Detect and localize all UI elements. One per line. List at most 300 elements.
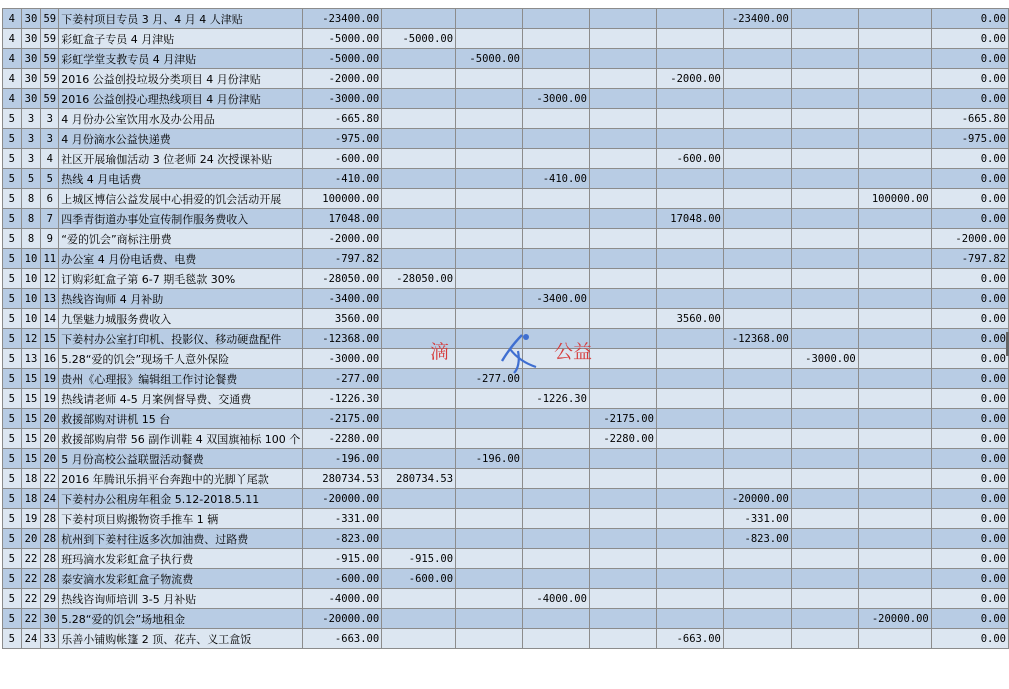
cell-voucher[interactable]: 5: [41, 169, 59, 189]
cell-col-c[interactable]: [523, 489, 590, 509]
cell-balance[interactable]: 0.00: [931, 389, 1008, 409]
cell-col-f[interactable]: [723, 589, 791, 609]
cell-col-c[interactable]: -3000.00: [523, 89, 590, 109]
cell-voucher[interactable]: 59: [41, 29, 59, 49]
cell-col-c[interactable]: [523, 629, 590, 649]
cell-amount[interactable]: -3400.00: [303, 289, 382, 309]
cell-col-c[interactable]: [523, 149, 590, 169]
cell-col-c[interactable]: -410.00: [523, 169, 590, 189]
cell-month[interactable]: 5: [3, 349, 22, 369]
cell-balance[interactable]: 0.00: [931, 489, 1008, 509]
cell-voucher[interactable]: 29: [41, 589, 59, 609]
cell-description[interactable]: 四季青街道办事处宣传制作服务费收入: [59, 209, 303, 229]
cell-col-g[interactable]: [791, 469, 858, 489]
cell-col-d[interactable]: [589, 169, 656, 189]
cell-day[interactable]: 13: [21, 349, 41, 369]
cell-balance[interactable]: 0.00: [931, 69, 1008, 89]
cell-description[interactable]: 下姜村项目购搬物资手推车 1 辆: [59, 509, 303, 529]
cell-col-e[interactable]: [656, 9, 723, 29]
cell-col-e[interactable]: [656, 549, 723, 569]
cell-description[interactable]: 彩虹盒子专员 4 月津贴: [59, 29, 303, 49]
cell-col-a[interactable]: [382, 349, 456, 369]
cell-col-h[interactable]: [858, 349, 931, 369]
cell-month[interactable]: 5: [3, 209, 22, 229]
cell-col-g[interactable]: [791, 389, 858, 409]
cell-col-f[interactable]: [723, 569, 791, 589]
cell-col-h[interactable]: [858, 469, 931, 489]
cell-col-h[interactable]: [858, 529, 931, 549]
cell-col-e[interactable]: [656, 449, 723, 469]
cell-amount[interactable]: -331.00: [303, 509, 382, 529]
cell-col-b[interactable]: [456, 109, 523, 129]
cell-voucher[interactable]: 20: [41, 409, 59, 429]
cell-month[interactable]: 5: [3, 569, 22, 589]
cell-day[interactable]: 22: [21, 589, 41, 609]
cell-col-b[interactable]: [456, 629, 523, 649]
cell-amount[interactable]: -4000.00: [303, 589, 382, 609]
cell-amount[interactable]: -5000.00: [303, 29, 382, 49]
cell-col-h[interactable]: [858, 569, 931, 589]
cell-description[interactable]: 热线咨询师培训 3-5 月补贴: [59, 589, 303, 609]
cell-balance[interactable]: -2000.00: [931, 229, 1008, 249]
cell-day[interactable]: 30: [21, 29, 41, 49]
cell-month[interactable]: 5: [3, 289, 22, 309]
cell-month[interactable]: 5: [3, 429, 22, 449]
cell-day[interactable]: 3: [21, 129, 41, 149]
cell-col-b[interactable]: [456, 129, 523, 149]
cell-description[interactable]: 5.28“爱的饥会”场地租金: [59, 609, 303, 629]
cell-day[interactable]: 22: [21, 569, 41, 589]
cell-amount[interactable]: 100000.00: [303, 189, 382, 209]
cell-description[interactable]: 热线请老师 4-5 月案例督导费、交通费: [59, 389, 303, 409]
cell-col-g[interactable]: [791, 189, 858, 209]
cell-col-d[interactable]: [589, 449, 656, 469]
cell-balance[interactable]: 0.00: [931, 189, 1008, 209]
cell-col-d[interactable]: [589, 29, 656, 49]
cell-col-b[interactable]: [456, 589, 523, 609]
cell-month[interactable]: 5: [3, 549, 22, 569]
cell-col-h[interactable]: [858, 129, 931, 149]
cell-col-a[interactable]: [382, 449, 456, 469]
cell-col-a[interactable]: -5000.00: [382, 29, 456, 49]
cell-amount[interactable]: -2000.00: [303, 229, 382, 249]
cell-col-e[interactable]: [656, 369, 723, 389]
cell-col-f[interactable]: [723, 109, 791, 129]
cell-col-g[interactable]: [791, 149, 858, 169]
cell-balance[interactable]: 0.00: [931, 369, 1008, 389]
cell-col-e[interactable]: [656, 229, 723, 249]
cell-month[interactable]: 5: [3, 189, 22, 209]
cell-amount[interactable]: -600.00: [303, 149, 382, 169]
cell-col-c[interactable]: [523, 469, 590, 489]
cell-col-e[interactable]: [656, 569, 723, 589]
cell-col-f[interactable]: [723, 229, 791, 249]
cell-col-a[interactable]: [382, 389, 456, 409]
cell-col-b[interactable]: [456, 289, 523, 309]
cell-col-b[interactable]: [456, 409, 523, 429]
cell-col-h[interactable]: -20000.00: [858, 609, 931, 629]
cell-amount[interactable]: -665.80: [303, 109, 382, 129]
cell-col-a[interactable]: [382, 329, 456, 349]
cell-col-e[interactable]: [656, 349, 723, 369]
cell-col-c[interactable]: [523, 449, 590, 469]
cell-col-a[interactable]: [382, 9, 456, 29]
cell-col-b[interactable]: [456, 189, 523, 209]
cell-voucher[interactable]: 12: [41, 269, 59, 289]
cell-col-a[interactable]: [382, 129, 456, 149]
cell-col-b[interactable]: [456, 169, 523, 189]
cell-month[interactable]: 5: [3, 609, 22, 629]
cell-col-e[interactable]: [656, 289, 723, 309]
cell-col-d[interactable]: [589, 329, 656, 349]
cell-amount[interactable]: -2175.00: [303, 409, 382, 429]
cell-col-e[interactable]: [656, 529, 723, 549]
cell-col-c[interactable]: [523, 569, 590, 589]
cell-col-f[interactable]: [723, 429, 791, 449]
cell-amount[interactable]: -20000.00: [303, 489, 382, 509]
cell-col-g[interactable]: [791, 209, 858, 229]
cell-col-g[interactable]: [791, 129, 858, 149]
cell-col-c[interactable]: [523, 109, 590, 129]
cell-col-a[interactable]: -600.00: [382, 569, 456, 589]
cell-day[interactable]: 10: [21, 249, 41, 269]
cell-amount[interactable]: 17048.00: [303, 209, 382, 229]
cell-day[interactable]: 8: [21, 229, 41, 249]
cell-col-h[interactable]: [858, 229, 931, 249]
cell-col-f[interactable]: -20000.00: [723, 489, 791, 509]
cell-amount[interactable]: -3000.00: [303, 89, 382, 109]
cell-col-h[interactable]: [858, 169, 931, 189]
cell-col-d[interactable]: [589, 69, 656, 89]
cell-col-b[interactable]: [456, 469, 523, 489]
cell-col-b[interactable]: [456, 529, 523, 549]
cell-description[interactable]: 乐善小铺购帐篷 2 顶、花卉、义工盒饭: [59, 629, 303, 649]
cell-col-d[interactable]: [589, 569, 656, 589]
cell-col-e[interactable]: [656, 589, 723, 609]
cell-col-h[interactable]: 100000.00: [858, 189, 931, 209]
cell-col-e[interactable]: [656, 429, 723, 449]
cell-col-c[interactable]: [523, 29, 590, 49]
cell-description[interactable]: 社区开展瑜伽活动 3 位老师 24 次授课补贴: [59, 149, 303, 169]
cell-voucher[interactable]: 30: [41, 609, 59, 629]
cell-description[interactable]: 4 月份办公室饮用水及办公用品: [59, 109, 303, 129]
cell-col-h[interactable]: [858, 369, 931, 389]
cell-col-b[interactable]: -277.00: [456, 369, 523, 389]
cell-month[interactable]: 5: [3, 409, 22, 429]
cell-col-d[interactable]: -2280.00: [589, 429, 656, 449]
cell-voucher[interactable]: 19: [41, 369, 59, 389]
cell-col-c[interactable]: [523, 269, 590, 289]
cell-col-a[interactable]: [382, 509, 456, 529]
cell-balance[interactable]: 0.00: [931, 309, 1008, 329]
cell-day[interactable]: 15: [21, 369, 41, 389]
cell-col-h[interactable]: [858, 269, 931, 289]
cell-voucher[interactable]: 15: [41, 329, 59, 349]
cell-balance[interactable]: 0.00: [931, 589, 1008, 609]
cell-col-c[interactable]: [523, 369, 590, 389]
cell-col-e[interactable]: [656, 109, 723, 129]
cell-col-g[interactable]: [791, 89, 858, 109]
cell-balance[interactable]: -797.82: [931, 249, 1008, 269]
cell-col-h[interactable]: [858, 309, 931, 329]
cell-col-c[interactable]: [523, 349, 590, 369]
cell-description[interactable]: 热线咨询师 4 月补助: [59, 289, 303, 309]
cell-balance[interactable]: -665.80: [931, 109, 1008, 129]
cell-col-g[interactable]: [791, 609, 858, 629]
cell-col-a[interactable]: [382, 89, 456, 109]
cell-balance[interactable]: 0.00: [931, 549, 1008, 569]
cell-col-d[interactable]: [589, 369, 656, 389]
cell-col-b[interactable]: [456, 149, 523, 169]
cell-day[interactable]: 8: [21, 189, 41, 209]
cell-col-c[interactable]: [523, 329, 590, 349]
cell-voucher[interactable]: 3: [41, 129, 59, 149]
cell-day[interactable]: 3: [21, 109, 41, 129]
cell-col-d[interactable]: [589, 289, 656, 309]
cell-amount[interactable]: -23400.00: [303, 9, 382, 29]
cell-col-h[interactable]: [858, 29, 931, 49]
cell-month[interactable]: 5: [3, 329, 22, 349]
cell-col-c[interactable]: -1226.30: [523, 389, 590, 409]
cell-col-e[interactable]: [656, 509, 723, 529]
cell-col-h[interactable]: [858, 89, 931, 109]
cell-amount[interactable]: -28050.00: [303, 269, 382, 289]
cell-voucher[interactable]: 59: [41, 69, 59, 89]
cell-col-b[interactable]: [456, 329, 523, 349]
cell-voucher[interactable]: 7: [41, 209, 59, 229]
cell-col-c[interactable]: [523, 509, 590, 529]
cell-col-a[interactable]: [382, 149, 456, 169]
cell-voucher[interactable]: 22: [41, 469, 59, 489]
cell-balance[interactable]: 0.00: [931, 169, 1008, 189]
cell-col-a[interactable]: [382, 189, 456, 209]
cell-amount[interactable]: -196.00: [303, 449, 382, 469]
cell-balance[interactable]: 0.00: [931, 349, 1008, 369]
cell-col-a[interactable]: [382, 109, 456, 129]
cell-description[interactable]: 上城区博信公益发展中心捐爱的饥会活动开展: [59, 189, 303, 209]
cell-col-d[interactable]: [589, 109, 656, 129]
cell-col-e[interactable]: [656, 29, 723, 49]
cell-col-h[interactable]: [858, 69, 931, 89]
cell-col-g[interactable]: [791, 429, 858, 449]
cell-col-d[interactable]: [589, 209, 656, 229]
cell-col-b[interactable]: [456, 569, 523, 589]
cell-col-a[interactable]: [382, 309, 456, 329]
cell-month[interactable]: 5: [3, 449, 22, 469]
cell-col-f[interactable]: [723, 129, 791, 149]
cell-col-c[interactable]: -3400.00: [523, 289, 590, 309]
cell-col-g[interactable]: [791, 169, 858, 189]
cell-col-e[interactable]: [656, 609, 723, 629]
cell-description[interactable]: 班玛滴水发彩虹盒子执行费: [59, 549, 303, 569]
cell-col-g[interactable]: [791, 529, 858, 549]
cell-col-b[interactable]: [456, 69, 523, 89]
cell-month[interactable]: 5: [3, 509, 22, 529]
cell-col-c[interactable]: [523, 429, 590, 449]
cell-balance[interactable]: 0.00: [931, 409, 1008, 429]
cell-month[interactable]: 4: [3, 69, 22, 89]
cell-balance[interactable]: 0.00: [931, 469, 1008, 489]
cell-col-f[interactable]: [723, 389, 791, 409]
cell-col-b[interactable]: [456, 549, 523, 569]
cell-col-f[interactable]: [723, 29, 791, 49]
cell-balance[interactable]: 0.00: [931, 29, 1008, 49]
cell-balance[interactable]: 0.00: [931, 209, 1008, 229]
cell-col-d[interactable]: [589, 469, 656, 489]
cell-balance[interactable]: 0.00: [931, 529, 1008, 549]
cell-col-b[interactable]: -196.00: [456, 449, 523, 469]
cell-col-c[interactable]: [523, 409, 590, 429]
cell-col-g[interactable]: [791, 289, 858, 309]
cell-description[interactable]: 2016 公益创投垃圾分类项目 4 月份津贴: [59, 69, 303, 89]
cell-col-e[interactable]: [656, 489, 723, 509]
cell-balance[interactable]: 0.00: [931, 629, 1008, 649]
cell-col-a[interactable]: [382, 169, 456, 189]
cell-day[interactable]: 30: [21, 9, 41, 29]
cell-voucher[interactable]: 59: [41, 49, 59, 69]
cell-balance[interactable]: 0.00: [931, 269, 1008, 289]
cell-description[interactable]: 九堡魅力城服务费收入: [59, 309, 303, 329]
cell-col-d[interactable]: [589, 189, 656, 209]
cell-amount[interactable]: -20000.00: [303, 609, 382, 629]
cell-col-b[interactable]: [456, 209, 523, 229]
cell-day[interactable]: 10: [21, 269, 41, 289]
cell-col-g[interactable]: [791, 489, 858, 509]
cell-col-g[interactable]: [791, 589, 858, 609]
cell-col-g[interactable]: [791, 269, 858, 289]
cell-amount[interactable]: -410.00: [303, 169, 382, 189]
cell-col-h[interactable]: [858, 49, 931, 69]
cell-day[interactable]: 19: [21, 509, 41, 529]
cell-col-g[interactable]: [791, 9, 858, 29]
cell-col-a[interactable]: [382, 489, 456, 509]
cell-col-d[interactable]: [589, 509, 656, 529]
cell-col-f[interactable]: [723, 269, 791, 289]
cell-col-b[interactable]: [456, 229, 523, 249]
cell-col-b[interactable]: [456, 89, 523, 109]
cell-day[interactable]: 15: [21, 429, 41, 449]
cell-voucher[interactable]: 13: [41, 289, 59, 309]
cell-day[interactable]: 10: [21, 309, 41, 329]
cell-description[interactable]: 热线 4 月电话费: [59, 169, 303, 189]
cell-voucher[interactable]: 28: [41, 549, 59, 569]
cell-amount[interactable]: -663.00: [303, 629, 382, 649]
cell-col-d[interactable]: [589, 349, 656, 369]
cell-balance[interactable]: 0.00: [931, 609, 1008, 629]
cell-month[interactable]: 5: [3, 109, 22, 129]
cell-col-b[interactable]: [456, 29, 523, 49]
cell-col-d[interactable]: [589, 9, 656, 29]
cell-col-f[interactable]: [723, 369, 791, 389]
cell-amount[interactable]: -3000.00: [303, 349, 382, 369]
cell-description[interactable]: 彩虹学堂支教专员 4 月津贴: [59, 49, 303, 69]
cell-voucher[interactable]: 20: [41, 449, 59, 469]
cell-col-f[interactable]: [723, 209, 791, 229]
cell-description[interactable]: 2016 年腾讯乐捐平台奔跑中的光脚丫尾款: [59, 469, 303, 489]
cell-col-d[interactable]: [589, 89, 656, 109]
cell-day[interactable]: 30: [21, 89, 41, 109]
cell-balance[interactable]: 0.00: [931, 449, 1008, 469]
cell-col-g[interactable]: [791, 549, 858, 569]
cell-month[interactable]: 5: [3, 309, 22, 329]
cell-day[interactable]: 22: [21, 549, 41, 569]
cell-col-g[interactable]: [791, 409, 858, 429]
cell-col-h[interactable]: [858, 509, 931, 529]
cell-col-g[interactable]: -3000.00: [791, 349, 858, 369]
cell-voucher[interactable]: 28: [41, 529, 59, 549]
cell-col-e[interactable]: [656, 129, 723, 149]
cell-voucher[interactable]: 28: [41, 569, 59, 589]
cell-col-e[interactable]: [656, 189, 723, 209]
cell-col-g[interactable]: [791, 369, 858, 389]
cell-day[interactable]: 15: [21, 449, 41, 469]
cell-col-f[interactable]: [723, 149, 791, 169]
cell-col-g[interactable]: [791, 109, 858, 129]
cell-col-a[interactable]: [382, 49, 456, 69]
cell-col-a[interactable]: [382, 529, 456, 549]
cell-day[interactable]: 3: [21, 149, 41, 169]
cell-col-e[interactable]: [656, 469, 723, 489]
cell-day[interactable]: 30: [21, 69, 41, 89]
cell-balance[interactable]: 0.00: [931, 289, 1008, 309]
cell-col-f[interactable]: [723, 309, 791, 329]
cell-col-e[interactable]: -600.00: [656, 149, 723, 169]
cell-amount[interactable]: -1226.30: [303, 389, 382, 409]
cell-col-a[interactable]: [382, 589, 456, 609]
cell-col-e[interactable]: [656, 249, 723, 269]
cell-day[interactable]: 18: [21, 489, 41, 509]
cell-day[interactable]: 15: [21, 389, 41, 409]
cell-col-h[interactable]: [858, 249, 931, 269]
cell-col-d[interactable]: [589, 249, 656, 269]
cell-day[interactable]: 30: [21, 49, 41, 69]
cell-col-c[interactable]: [523, 229, 590, 249]
cell-description[interactable]: “爱的饥会”商标注册费: [59, 229, 303, 249]
cell-month[interactable]: 5: [3, 629, 22, 649]
cell-description[interactable]: 5.28“爱的饥会”现场千人意外保险: [59, 349, 303, 369]
cell-col-c[interactable]: [523, 69, 590, 89]
cell-col-d[interactable]: [589, 229, 656, 249]
cell-month[interactable]: 4: [3, 89, 22, 109]
cell-col-c[interactable]: [523, 189, 590, 209]
cell-col-d[interactable]: [589, 389, 656, 409]
cell-col-e[interactable]: -2000.00: [656, 69, 723, 89]
cell-col-h[interactable]: [858, 429, 931, 449]
cell-col-e[interactable]: -663.00: [656, 629, 723, 649]
cell-col-h[interactable]: [858, 589, 931, 609]
cell-col-g[interactable]: [791, 29, 858, 49]
cell-col-h[interactable]: [858, 389, 931, 409]
cell-voucher[interactable]: 28: [41, 509, 59, 529]
cell-voucher[interactable]: 33: [41, 629, 59, 649]
cell-balance[interactable]: 0.00: [931, 149, 1008, 169]
cell-col-f[interactable]: [723, 189, 791, 209]
cell-month[interactable]: 4: [3, 9, 22, 29]
cell-balance[interactable]: 0.00: [931, 49, 1008, 69]
cell-col-d[interactable]: [589, 129, 656, 149]
cell-col-a[interactable]: 280734.53: [382, 469, 456, 489]
cell-col-e[interactable]: [656, 49, 723, 69]
cell-col-f[interactable]: [723, 469, 791, 489]
cell-balance[interactable]: 0.00: [931, 429, 1008, 449]
cell-month[interactable]: 5: [3, 369, 22, 389]
cell-day[interactable]: 18: [21, 469, 41, 489]
cell-col-a[interactable]: [382, 429, 456, 449]
cell-balance[interactable]: 0.00: [931, 89, 1008, 109]
cell-col-c[interactable]: [523, 49, 590, 69]
cell-balance[interactable]: -975.00: [931, 129, 1008, 149]
cell-col-a[interactable]: [382, 69, 456, 89]
